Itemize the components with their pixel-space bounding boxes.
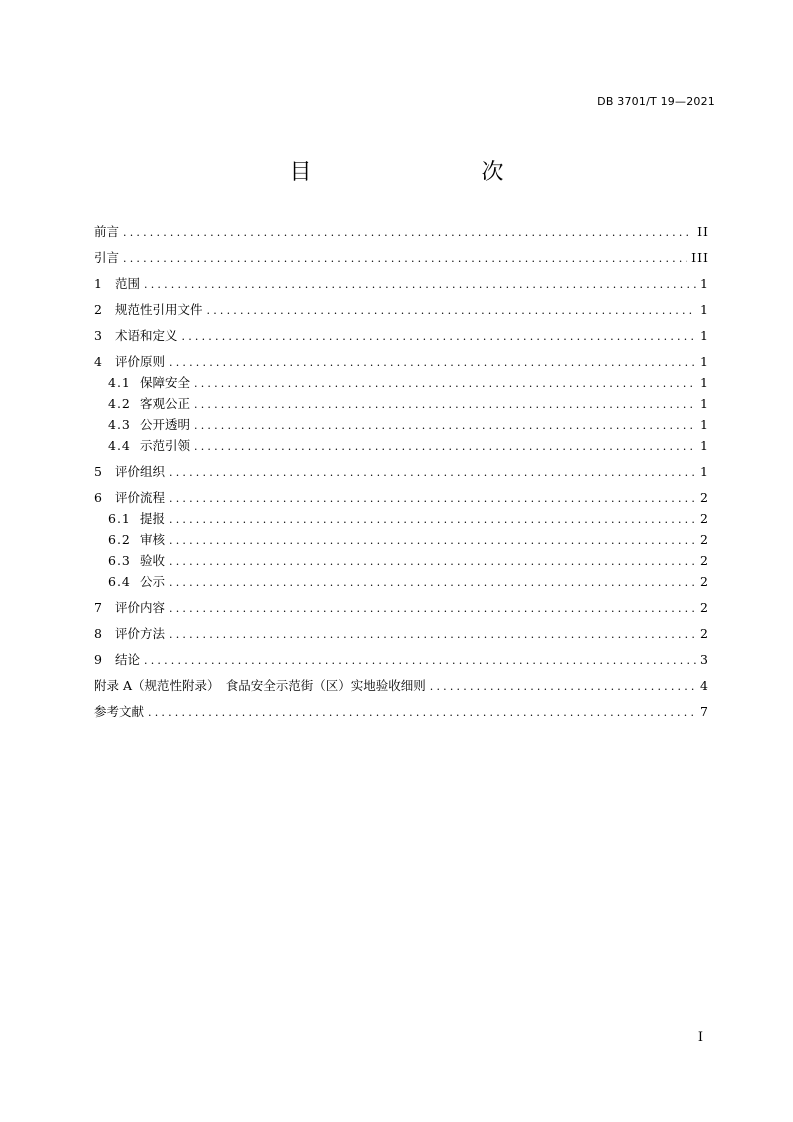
toc-entry-label: 验收 xyxy=(140,553,166,568)
toc-dot-leader xyxy=(169,466,696,479)
toc-entry-number: 3 xyxy=(94,328,102,343)
toc-entry[interactable] xyxy=(94,248,709,269)
toc-entry[interactable] xyxy=(94,509,709,530)
page-number: I xyxy=(697,1030,703,1045)
toc-dot-leader xyxy=(169,628,696,641)
toc-entry-number: 5 xyxy=(94,464,102,479)
toc-entry-page: 1 xyxy=(700,396,709,411)
toc-entry-page: 2 xyxy=(700,511,709,526)
toc-entry[interactable] xyxy=(94,300,709,321)
toc-entry[interactable] xyxy=(94,462,709,483)
toc-entry[interactable] xyxy=(94,373,709,394)
toc-entry-page: 7 xyxy=(700,704,709,719)
toc-entry-page: 2 xyxy=(700,626,709,641)
toc-entry[interactable] xyxy=(94,394,709,415)
toc-entry[interactable] xyxy=(94,352,709,373)
toc-entry-label: 评价原则 xyxy=(115,354,166,369)
toc-entry[interactable] xyxy=(94,530,709,551)
toc-entry-label: 公开透明 xyxy=(140,417,191,432)
toc-entry-number: 7 xyxy=(94,600,102,615)
toc-dot-leader xyxy=(169,555,696,568)
toc-dot-leader xyxy=(194,419,696,432)
toc-entry-page: 3 xyxy=(700,652,709,667)
toc-dot-leader xyxy=(123,226,693,239)
toc-entry-page: 1 xyxy=(700,375,709,390)
toc-entry-label: 公示 xyxy=(140,574,166,589)
toc-entry[interactable] xyxy=(94,274,709,295)
toc-entry-number: 2 xyxy=(94,302,102,317)
toc-entry-label: 评价流程 xyxy=(115,490,166,505)
toc-entry-label: 术语和定义 xyxy=(115,328,178,343)
toc-entry[interactable] xyxy=(94,624,709,645)
toc-dot-leader xyxy=(169,576,696,589)
toc-entry-number: 6.2 xyxy=(108,532,131,547)
toc-entry-page: 2 xyxy=(700,532,709,547)
toc-dot-leader xyxy=(123,252,687,265)
standard-code: DB 3701/T 19—2021 xyxy=(597,95,715,108)
toc-entry-number: 4.3 xyxy=(108,417,131,432)
toc-entry-page: 1 xyxy=(700,464,709,479)
toc-entry-number: 8 xyxy=(94,626,102,641)
toc-entry-label: 附录 A（规范性附录） 食品安全示范街（区）实地验收细则 xyxy=(94,678,426,693)
toc-dot-leader xyxy=(169,513,696,526)
toc-entry-page: 1 xyxy=(700,438,709,453)
toc-entry-page: II xyxy=(697,224,709,239)
toc-entry-page: 1 xyxy=(700,276,709,291)
toc-entry-label: 客观公正 xyxy=(140,396,191,411)
toc-entry-number: 1 xyxy=(94,276,102,291)
toc-entry-page: 2 xyxy=(700,600,709,615)
toc-entry-page: 4 xyxy=(700,678,709,693)
toc-entry[interactable] xyxy=(94,676,709,697)
toc-entry-number: 6.4 xyxy=(108,574,131,589)
toc-entry-page: 1 xyxy=(700,328,709,343)
toc-entry-label: 评价组织 xyxy=(115,464,166,479)
toc-entry-page: 1 xyxy=(700,417,709,432)
toc-entry-number: 4 xyxy=(94,354,102,369)
toc-entry-page: 2 xyxy=(700,574,709,589)
toc-dot-leader xyxy=(148,706,696,719)
toc-entry-page: 1 xyxy=(700,302,709,317)
toc-entry[interactable] xyxy=(94,572,709,593)
toc-entry-number: 4.4 xyxy=(108,438,131,453)
toc-entry-page: 2 xyxy=(700,490,709,505)
toc-entry-number: 6.1 xyxy=(108,511,131,526)
toc-entry-label: 前言 xyxy=(94,224,120,239)
toc-dot-leader xyxy=(169,356,696,369)
toc-dot-leader xyxy=(194,440,696,453)
toc-dot-leader xyxy=(169,492,696,505)
toc-entry-label: 参考文献 xyxy=(94,704,145,719)
toc-entry-label: 规范性引用文件 xyxy=(115,302,203,317)
toc-dot-leader xyxy=(194,377,696,390)
toc-entry-number: 6 xyxy=(94,490,102,505)
toc-entry-page: III xyxy=(691,250,709,265)
toc-entry-label: 引言 xyxy=(94,250,120,265)
toc-entry-label: 提报 xyxy=(140,511,166,526)
toc-entry-number: 4.2 xyxy=(108,396,131,411)
table-of-contents xyxy=(94,222,709,723)
toc-entry-number: 6.3 xyxy=(108,553,131,568)
toc-entry-label: 审核 xyxy=(140,532,166,547)
toc-entry[interactable] xyxy=(94,488,709,509)
toc-dot-leader xyxy=(169,602,696,615)
toc-entry-label: 评价内容 xyxy=(115,600,166,615)
toc-dot-leader xyxy=(144,278,696,291)
toc-entry-page: 2 xyxy=(700,553,709,568)
toc-entry-label: 示范引领 xyxy=(140,438,191,453)
toc-entry[interactable] xyxy=(94,222,709,243)
toc-entry-number: 9 xyxy=(94,652,102,667)
toc-entry[interactable] xyxy=(94,702,709,723)
toc-entry-label: 范围 xyxy=(115,276,141,291)
toc-dot-leader xyxy=(430,680,696,693)
toc-dot-leader xyxy=(182,330,697,343)
toc-entry[interactable] xyxy=(94,436,709,457)
toc-entry-label: 保障安全 xyxy=(140,375,191,390)
toc-entry-page: 1 xyxy=(700,354,709,369)
toc-dot-leader xyxy=(207,304,697,317)
toc-dot-leader xyxy=(169,534,696,547)
toc-dot-leader xyxy=(194,398,696,411)
toc-entry[interactable] xyxy=(94,551,709,572)
toc-entry-label: 评价方法 xyxy=(115,626,166,641)
toc-entry[interactable] xyxy=(94,326,709,347)
toc-entry-label: 结论 xyxy=(115,652,141,667)
toc-entry[interactable] xyxy=(94,598,709,619)
page-title: 目 次 xyxy=(289,160,546,185)
toc-entry-number: 4.1 xyxy=(108,375,131,390)
toc-dot-leader xyxy=(144,654,696,667)
toc-entry[interactable] xyxy=(94,415,709,436)
toc-entry[interactable] xyxy=(94,650,709,671)
